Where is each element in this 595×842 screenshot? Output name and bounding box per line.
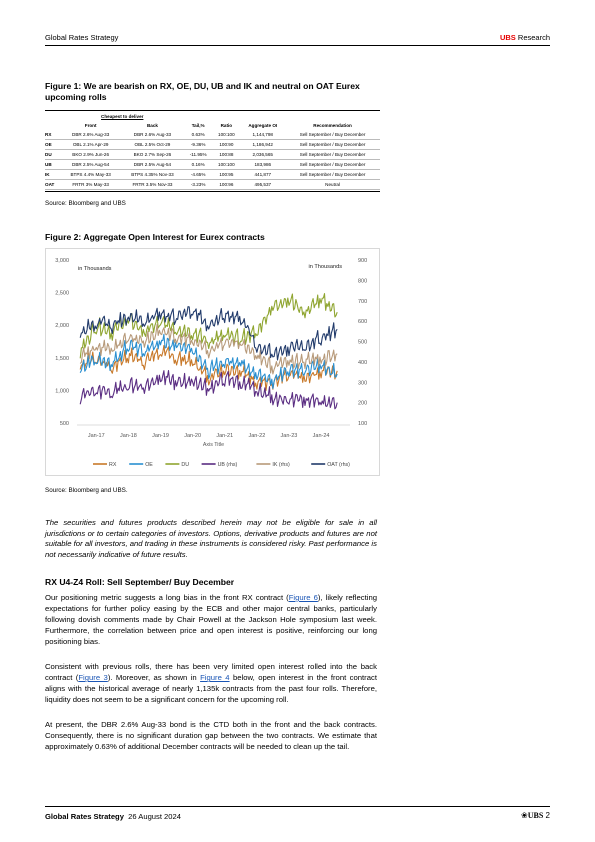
brand-ubs: UBS [499, 33, 516, 42]
header-research: Research [515, 33, 550, 42]
table-cell: Sell September / Buy December [285, 140, 380, 150]
figure2-source: Source: Bloomberg and UBS. [45, 487, 128, 494]
legend-label: UB (rhs) [217, 462, 238, 468]
y-right-tick-label: 400 [358, 359, 368, 366]
figure2-title: Figure 2: Aggregate Open Interest for Eurex contracts [45, 232, 265, 242]
y-left-tick-label: 500 [59, 421, 69, 427]
group-header: Cheapest to deliver [101, 114, 144, 119]
x-tick-label: Jan-23 [280, 433, 298, 439]
section-heading: RX U4-Z4 Roll: Sell September/ Buy December [45, 577, 235, 587]
y-left-tick-label: 1,500 [55, 355, 69, 362]
figure-3-link[interactable]: Figure 3 [78, 673, 108, 683]
y-left-tick-label: 1,000 [55, 388, 69, 395]
table-cell: BTPS 4.4% May-33 [60, 170, 120, 180]
footer-rule [45, 806, 550, 807]
paragraph-2 [45, 661, 377, 705]
table-cell: 0.16% [184, 160, 212, 170]
p2-text-b: ). Moreover, as shown in [107, 673, 201, 683]
table-row [45, 160, 380, 170]
y-right-tick-label: 700 [358, 298, 368, 305]
p2-text-c: below, open interest in the front contract aligns with the historical average of nearly 1,135k contracts from the past four rolls. Therefore, liquidity does not seem to be a significant concern for the upcoming roll. [45, 673, 377, 705]
header-rule [45, 45, 550, 46]
p1-text-a: Our positioning metric suggests a long bias in the front RX contract ( [45, 593, 289, 602]
table-cell: FRTR 3% May-33 [60, 180, 120, 190]
table-cell: DBR 2.6% Aug-33 [121, 130, 184, 140]
table-cell: OBL 2.5% Oct-29 [121, 140, 184, 150]
x-tick-label: Jan-21 [216, 433, 234, 439]
table-cell: 495,537 [240, 180, 285, 190]
p2-text-a: Consistent with previous rolls, there has been very limited open interest rolled into the back contract ( [45, 662, 377, 683]
table-bottom-rule [45, 191, 380, 192]
column-header: Tail,% [191, 123, 205, 128]
figure1-title: Figure 1: We are bearish on RX, OE, DU, UB and IK and neutral on OAT Eurex upcoming rolls [45, 81, 360, 102]
legend-label: IK (rhs) [272, 462, 290, 468]
x-tick-label: Jan-22 [248, 433, 266, 439]
table-cell: FRTR 3.5% Nov-33 [121, 180, 184, 190]
figure1-source: Source: Bloomberg and UBS [45, 200, 126, 207]
table-cell: OE [45, 140, 60, 150]
figure-6-link[interactable]: Figure 6 [288, 593, 318, 602]
header-brand [500, 33, 550, 42]
legend-label: OAT (rhs) [327, 462, 350, 468]
y-right-axis-label: in Thousands [308, 264, 342, 270]
table-cell: BTPS 4.35% Nov-33 [121, 170, 184, 180]
x-tick-label: Jan-24 [312, 433, 330, 439]
y-right-tick-label: 200 [358, 400, 368, 407]
x-tick-label: Jan-19 [152, 433, 169, 439]
table-row [45, 170, 380, 180]
y-right-tick-label: 100 [358, 421, 368, 427]
legend-label: OE [145, 462, 153, 468]
table-cell: Sell September / Buy December [285, 160, 380, 170]
table-top-rule [45, 110, 380, 111]
column-header: Front [84, 123, 97, 128]
table-cell: 1,186,942 [240, 140, 285, 150]
table-cell: BKO 2.9% Jun-26 [60, 150, 120, 160]
p1-text-b: ), likely reflecting expectations for further policy easing by the ECB and other major central banks, particularly following dovish comments made by Chair Powell at the Jackson Hole symposium last week. Furthermore, the correlation between price and open interest is positive, reinforcing our long positioning bias. [45, 593, 378, 647]
table-cell: BKO 2.7% Sep-26 [121, 150, 184, 160]
table-cell: -9.36% [184, 140, 212, 150]
table-cell: 100:88 [212, 150, 240, 160]
table-cell: Sell September / Buy December [285, 170, 380, 180]
footer-left [45, 812, 181, 821]
x-axis-title: Axis Title [202, 442, 225, 448]
column-header: Aggregate OI [248, 123, 278, 128]
table-row [45, 140, 380, 150]
y-left-tick-label: 3,000 [55, 258, 69, 264]
table-cell: 1,144,798 [240, 130, 285, 140]
column-header: Recommendation [313, 123, 352, 128]
legend-label: DU [181, 462, 190, 468]
table-cell: DU [45, 150, 60, 160]
table-cell: 100:96 [212, 180, 240, 190]
table-cell: Neutral [285, 180, 380, 190]
table-cell: 2,036,565 [240, 150, 285, 160]
table-cell: 441,877 [240, 170, 285, 180]
ctd-table [45, 112, 380, 190]
table-cell: 100:95 [212, 170, 240, 180]
column-header: Back [146, 123, 158, 128]
y-left-axis-label: in Thousands [78, 266, 112, 272]
table-cell: Sell September / Buy December [285, 150, 380, 160]
table-row [45, 180, 380, 190]
table-cell: -4.65% [184, 170, 212, 180]
column-header: Ratio [220, 123, 233, 128]
table-cell: DBR 2.6% Aug-33 [60, 130, 120, 140]
table-cell: DBR 2.5% Aug-54 [121, 160, 184, 170]
table-row [45, 130, 380, 140]
footer-title: Global Rates Strategy [45, 812, 124, 821]
table-cell: 100:100 [212, 160, 240, 170]
x-tick-label: Jan-17 [87, 433, 105, 439]
table-cell: -3.23% [184, 180, 212, 190]
y-right-tick-label: 800 [358, 278, 368, 285]
table-cell: OBL 2.1% Apr-29 [60, 140, 120, 150]
table-cell: UB [45, 160, 60, 170]
footer-brand: UBS [527, 811, 544, 820]
paragraph-1 [45, 592, 377, 647]
open-interest-chart [45, 248, 380, 476]
table-cell: -11.95% [184, 150, 212, 160]
legend-label: RX [109, 462, 117, 468]
table-cell: DBR 2.5% Aug-54 [60, 160, 120, 170]
y-right-tick-label: 300 [358, 380, 368, 387]
disclaimer: The securities and futures products described herein may not be eligible for sale in all jurisdictions or to certain categories of investors. Options, derivative products and futures are not suitable for all investors, and trading in these instruments is considered risky. Past performance is not necessarily indicative of future results. [45, 518, 377, 559]
table-cell: OAT [45, 180, 60, 190]
table-body [45, 130, 380, 190]
table-header-row [45, 121, 380, 130]
table-cell: Sell September / Buy December [285, 130, 380, 140]
table-cell: 183,986 [240, 160, 285, 170]
table-cell: 100:90 [212, 140, 240, 150]
page-number: 2 [545, 811, 550, 820]
figure-4-link[interactable]: Figure 4 [200, 673, 230, 683]
table-cell: 100:100 [212, 130, 240, 140]
column-header [45, 121, 60, 130]
table-cell: IK [45, 170, 60, 180]
y-right-tick-label: 600 [358, 319, 368, 326]
y-right-tick-label: 900 [358, 258, 368, 264]
paragraph-3: At present, the DBR 2.6% Aug-33 bond is the CTD both in the front and the back contracts. Consequently, there is no significant duration gap between the two contracts. We estimate that approximately 0.63% of additional December contracts will be needed to clean up the tail. [45, 720, 377, 752]
footer-right [521, 811, 550, 820]
table-cell: 0.63% [184, 130, 212, 140]
y-left-tick-label: 2,500 [55, 290, 69, 297]
y-right-tick-label: 500 [358, 339, 368, 346]
y-left-tick-label: 2,000 [55, 323, 69, 330]
series-line-oat [80, 307, 337, 360]
table-cell: RX [45, 130, 60, 140]
footer-date: 26 August 2024 [128, 812, 181, 821]
series-line-oe [80, 334, 337, 388]
ubs-keys-icon: ❀ [521, 811, 528, 820]
table-row [45, 150, 380, 160]
x-tick-label: Jan-18 [119, 433, 137, 439]
header-title: Global Rates Strategy [45, 33, 119, 42]
x-tick-label: Jan-20 [184, 433, 202, 439]
